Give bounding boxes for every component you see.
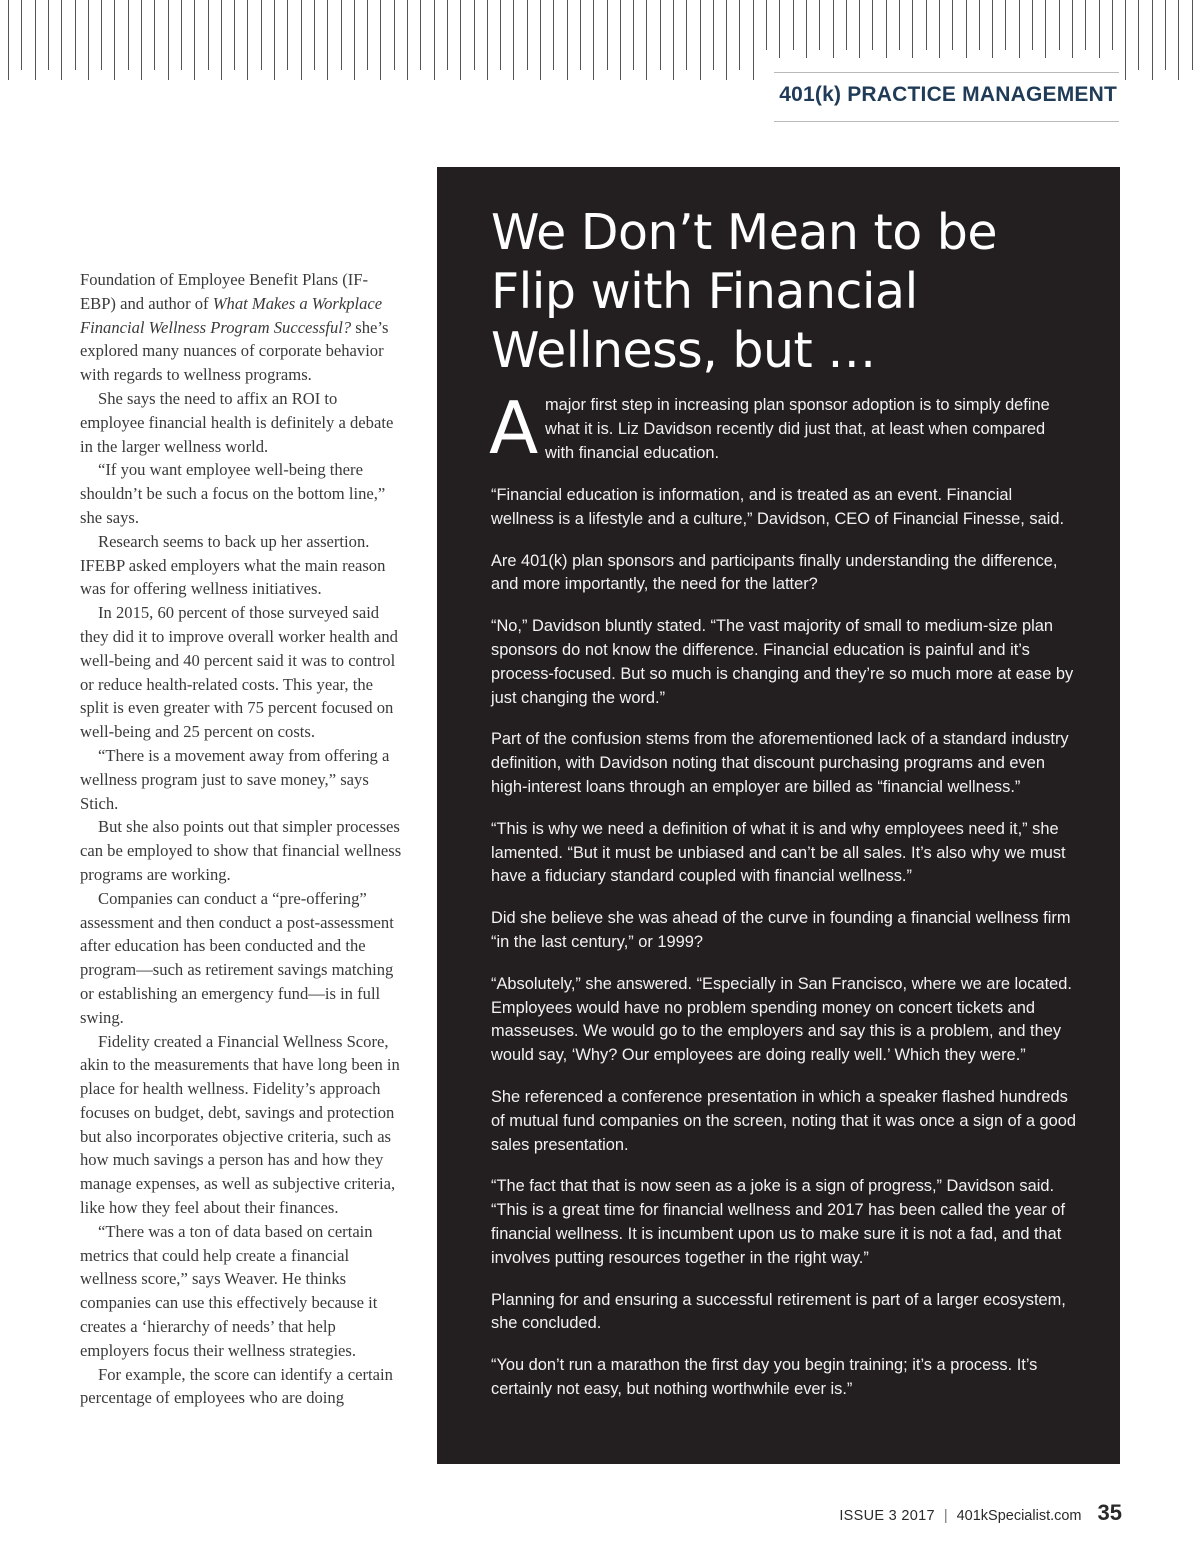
sidebar-box — [437, 167, 1120, 1464]
ruler-tick — [447, 0, 448, 70]
ruler-tick — [128, 0, 129, 70]
left-paragraph: But she also points out that simpler processes can be employed to show that financial wellness programs are working. — [80, 817, 402, 884]
ruler-tick — [354, 0, 355, 80]
ruler-tick — [620, 0, 621, 80]
ruler-tick — [607, 0, 608, 70]
ruler-tick — [261, 0, 262, 70]
ruler-tick — [460, 0, 461, 80]
ruler-tick — [793, 0, 794, 50]
ruler-tick — [1032, 0, 1033, 50]
ruler-tick — [1072, 0, 1073, 58]
ruler-tick — [1138, 0, 1139, 70]
ruler-tick — [1178, 0, 1179, 80]
ruler-tick — [859, 0, 860, 58]
ruler-tick — [154, 0, 155, 70]
ruler-tick — [939, 0, 940, 58]
ruler-tick — [247, 0, 248, 80]
ruler-tick — [1005, 0, 1006, 50]
sidebar-paragraph: “Absolutely,” she answered. “Especially in San Francisco, where we are located. Employees would have no problem spending money on concert tickets and masseuses. We would go to the employers and say this is a problem, and they would say, ‘Why? Our employees are doing really well.’ Which they were.” — [491, 974, 1072, 1065]
ruler-tick — [48, 0, 49, 70]
left-paragraph: Fidelity created a Financial Wellness Score, akin to the measurements that have long been in place for health wellness. Fidelity’s approach focuses on budget, debt, savings and protection but also incorporates objective criteria, such as how much savings a person has and how they manage expenses, as well as subjective criteria, like how they feel about their finances. — [80, 1031, 400, 1218]
left-article-column — [80, 268, 402, 1410]
sidebar-title: We Don’t Mean to be Flip with Financial Wellness, but … — [491, 204, 998, 379]
ruler-tick — [61, 0, 62, 80]
ruler-tick — [141, 0, 142, 80]
ruler-tick — [194, 0, 195, 80]
ruler-tick — [500, 0, 501, 70]
ruler-tick — [487, 0, 488, 80]
ruler-tick — [234, 0, 235, 70]
sidebar-paragraph: “You don’t run a marathon the first day you begin training; it’s a process. It’s certainly not easy, but nothing worthwhile ever is.” — [491, 1356, 1038, 1398]
drop-cap: A — [489, 386, 539, 470]
section-label: 401(k) PRACTICE MANAGEMENT — [779, 83, 1117, 106]
ruler-tick — [168, 0, 169, 80]
ruler-tick — [686, 0, 687, 70]
left-paragraph: “If you want employee well-being there shouldn’t be such a focus on the bottom line,” she says. — [80, 460, 386, 527]
ruler-tick — [380, 0, 381, 80]
ruler-tick — [779, 0, 780, 58]
ruler-tick — [766, 0, 767, 50]
ruler-tick — [726, 0, 727, 80]
ruler-tick — [221, 0, 222, 80]
left-paragraph: Foundation of Employee Benefit Plans (IF-EBP) and author of What Makes a Workplace Financial Wellness Program Successful? she’s explored many nuances of corporate behavior with regards to wellness programs. — [80, 270, 389, 385]
ruler-tick — [434, 0, 435, 80]
ruler-tick — [35, 0, 36, 80]
ruler-tick — [912, 0, 913, 58]
ruler-tick — [660, 0, 661, 70]
left-paragraph: For example, the score can identify a certain percentage of employees who are doing — [80, 1364, 393, 1408]
ruler-tick — [327, 0, 328, 80]
ruler-tick — [673, 0, 674, 80]
website-label: 401kSpecialist.com — [956, 1508, 1082, 1524]
ruler-tick — [966, 0, 967, 58]
ruler-tick — [75, 0, 76, 70]
ruler-tick — [753, 0, 754, 80]
ruler-tick — [806, 0, 807, 58]
left-paragraph: Companies can conduct a “pre-offering” assessment and then conduct a post-assessment after education has been conducted and the program—such as retirement savings matching or establishing an emergency fund—is in full swing. — [80, 888, 394, 1027]
ruler-tick — [341, 0, 342, 70]
ruler-tick — [739, 0, 740, 70]
ruler-tick — [208, 0, 209, 70]
ruler-tick — [88, 0, 89, 80]
ruler-tick — [540, 0, 541, 80]
ruler-tick — [8, 0, 9, 80]
sidebar-paragraph: “Financial education is information, and is treated as an event. Financial wellness is a lifestyle and a culture,” Davidson, CEO of Financial Finesse, said. — [491, 486, 1065, 528]
ruler-tick — [979, 0, 980, 50]
ruler-tick — [1059, 0, 1060, 50]
ruler-tick — [21, 0, 22, 70]
book-title: What Makes a Workplace Financial Wellness Program Successful? — [80, 293, 383, 337]
ruler-tick — [1019, 0, 1020, 58]
ruler-tick — [819, 0, 820, 50]
issue-label: ISSUE 3 2017 — [839, 1508, 935, 1524]
sidebar-paragraph: “No,” Davidson bluntly stated. “The vast majority of small to medium-size plan sponsors do not know the difference. Financial education is painful and it’s process-focused. But so much is changing and they’re so much more at ease by just changing the word.” — [491, 617, 1074, 707]
ruler-tick — [952, 0, 953, 50]
ruler-tick — [513, 0, 514, 80]
ruler-tick — [567, 0, 568, 80]
ruler-tick — [101, 0, 102, 70]
ruler-tick — [872, 0, 873, 50]
ruler-tick — [420, 0, 421, 70]
ruler-tick — [833, 0, 834, 58]
ruler-tick — [553, 0, 554, 70]
ruler-tick — [1152, 0, 1153, 80]
ruler-tick — [114, 0, 115, 80]
ruler-tick — [633, 0, 634, 70]
ruler-tick — [1085, 0, 1086, 50]
ruler-tick — [181, 0, 182, 70]
ruler-tick — [580, 0, 581, 70]
ruler-tick — [394, 0, 395, 70]
left-paragraph: She says the need to affix an ROI to employee financial health is definitely a debate in the larger wellness world. — [80, 388, 394, 456]
sidebar-paragraph: Planning for and ensuring a successful retirement is part of a larger ecosystem, she concluded. — [491, 1290, 1066, 1333]
footer-separator: | — [943, 1508, 948, 1524]
ruler-tick — [700, 0, 701, 80]
ruler-tick — [886, 0, 887, 58]
ruler-tick — [474, 0, 475, 70]
left-paragraph: “There was a ton of data based on certain metrics that could help create a financial wellness score,” says Weaver. He thinks companies can use this effectively because it creates a ‘hierarchy of needs’ that help employers focus their wellness strategies. — [80, 1221, 378, 1360]
sidebar-paragraph: Part of the confusion stems from the aforementioned lack of a standard industry definition, with Davidson noting that discount purchasing programs and even high-interest loans through an employer are billed as “financial wellness.” — [491, 730, 1069, 796]
ruler-tick — [1112, 0, 1113, 50]
ruler-tick — [1165, 0, 1166, 70]
left-paragraph: In 2015, 60 percent of those surveyed said they did it to improve overall worker health and well-being and 40 percent said it was to control or reduce health-related costs. This year, the split is even greater with 75 percent focused on well-being and 25 percent on costs. — [80, 603, 398, 742]
ruler-tick — [1045, 0, 1046, 58]
ruler-tick — [899, 0, 900, 50]
ruler-tick — [713, 0, 714, 70]
section-header — [774, 72, 1119, 122]
ruler-tick — [274, 0, 275, 80]
page-number: 35 — [1097, 1500, 1122, 1525]
left-paragraph: Research seems to back up her assertion. IFEBP asked employers what the main reason was for offering wellness initiatives. — [80, 531, 386, 599]
ruler-tick — [593, 0, 594, 80]
ruler-tick — [992, 0, 993, 58]
sidebar-paragraph: Did she believe she was ahead of the curve in founding a financial wellness firm “in the last century,” or 1999? — [491, 909, 1071, 951]
ruler-tick — [1125, 0, 1126, 80]
ruler-tick — [646, 0, 647, 80]
ruler-tick — [287, 0, 288, 70]
ruler-tick — [527, 0, 528, 70]
left-paragraph: “There is a movement away from offering a wellness program just to save money,” says Stich. — [80, 745, 390, 813]
ruler-tick — [314, 0, 315, 70]
ruler-tick — [926, 0, 927, 50]
ruler-tick — [367, 0, 368, 70]
ruler-tick — [1099, 0, 1100, 58]
sidebar-body — [489, 386, 1078, 1420]
ruler-tick — [1192, 0, 1193, 70]
sidebar-lead-paragraph: A major first step in increasing plan sponsor adoption is to simply define what it is. Liz Davidson recently did just that, at least when compared with financial education. — [489, 386, 1050, 470]
ruler-tick — [407, 0, 408, 80]
sidebar-paragraph: Are 401(k) plan sponsors and participants finally understanding the difference, and more importantly, the need for the latter? — [491, 551, 1058, 594]
ruler-tick — [301, 0, 302, 80]
sidebar-paragraph: “The fact that that is now seen as a joke is a sign of progress,” Davidson said. “This is a great time for financial wellness and 2017 has been called the year of financial wellness. It is incumbent upon us to make sure it is not a fad, and that involves putting resources together in the right way.” — [491, 1177, 1065, 1267]
decorative-tick-ruler — [0, 0, 1200, 82]
sidebar-paragraph: She referenced a conference presentation in which a speaker flashed hundreds of mutual fund companies on the screen, noting that it was once a sign of a good sales presentation. — [491, 1087, 1076, 1154]
page-footer — [839, 1500, 1122, 1532]
sidebar-paragraph: “This is why we need a definition of what it is and why employees need it,” she lamented. “But it must be unbiased and can’t be all sales. It’s also why we must have a fiduciary standard coupled with financial wellness.” — [491, 819, 1066, 886]
ruler-tick — [846, 0, 847, 50]
